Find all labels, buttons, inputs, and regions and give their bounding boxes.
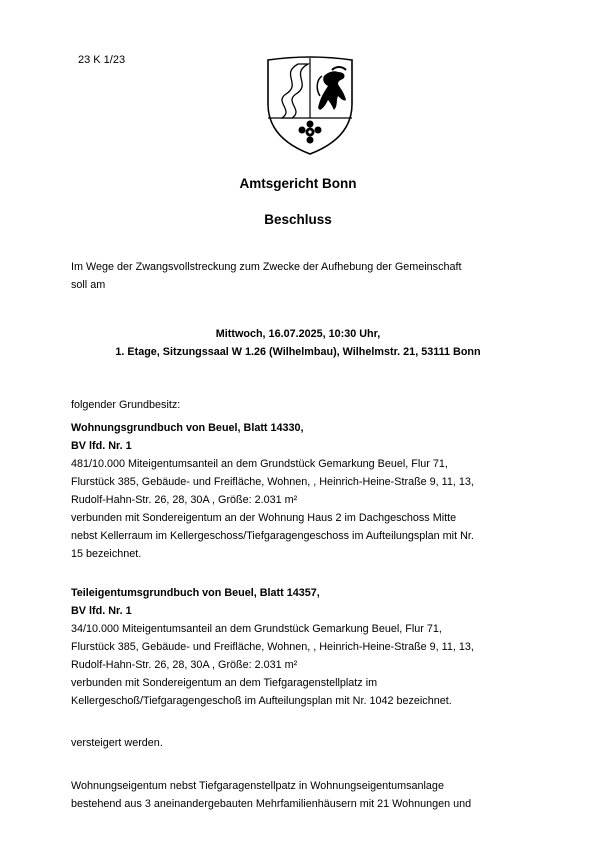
case-reference: 23 K 1/23: [78, 54, 126, 66]
property-intro: folgender Grundbesitz:: [71, 399, 181, 411]
property-bv: BV lfd. Nr. 1: [71, 605, 132, 617]
property-register: Wohnungsgrundbuch von Beuel, Blatt 14330,: [71, 422, 304, 434]
appointment-location: 1. Etage, Sitzungssaal W 1.26 (Wilhelmbau), Wilhelmstr. 21, 53111 Bonn: [115, 346, 481, 358]
property-line: Flurstück 385, Gebäude- und Freifläche, Wohnen, , Heinrich-Heine-Straße 9, 11, 13,: [71, 476, 474, 488]
property-line: verbunden mit Sondereigentum an dem Tiefgaragenstellplatz im: [71, 677, 378, 689]
intro-line: Im Wege der Zwangsvollstreckung zum Zwecke der Aufhebung der Gemeinschaft: [71, 261, 462, 273]
court-name: Amtsgericht Bonn: [239, 176, 357, 191]
property-register: Teileigentumsgrundbuch von Beuel, Blatt 14357,: [71, 587, 320, 599]
property-line: Flurstück 385, Gebäude- und Freifläche, Wohnen, , Heinrich-Heine-Straße 9, 11, 13,: [71, 641, 474, 653]
intro-paragraph: [71, 258, 531, 294]
property-line: Rudolf-Hahn-Str. 26, 28, 30A , Größe: 2.031 m²: [71, 494, 298, 506]
property-block: [71, 419, 541, 563]
appointment: [0, 325, 596, 361]
document-title: Beschluss: [264, 212, 332, 227]
auction-note: versteigert werden.: [71, 737, 163, 749]
description-line: Wohnungseigentum nebst Tiefgaragenstellpatz in Wohnungseigentumsanlage: [71, 780, 444, 792]
property-line: 15 bezeichnet.: [71, 548, 142, 560]
property-line: nebst Kellerraum im Kellergeschoss/Tiefgaragengeschoss im Aufteilungsplan mit Nr.: [71, 530, 474, 542]
description-line: bestehend aus 3 aneinandergebauten Mehrfamilienhäusern mit 21 Wohnungen und: [71, 798, 472, 810]
property-line: Kellergeschoß/Tiefgaragengeschoß im Aufteilungsplan mit Nr. 1042 bezeichnet.: [71, 695, 452, 707]
property-line: Rudolf-Hahn-Str. 26, 28, 30A , Größe: 2.031 m²: [71, 659, 298, 671]
property-line: 481/10.000 Miteigentumsanteil an dem Grundstück Gemarkung Beuel, Flur 71,: [71, 458, 448, 470]
description-paragraph: [71, 777, 541, 813]
coat-of-arms-icon: [258, 50, 362, 158]
property-block: [71, 584, 541, 710]
property-bv: BV lfd. Nr. 1: [71, 440, 132, 452]
intro-line: soll am: [71, 279, 106, 291]
appointment-date: Mittwoch, 16.07.2025, 10:30 Uhr,: [215, 328, 381, 340]
property-line: 34/10.000 Miteigentumsanteil an dem Grundstück Gemarkung Beuel, Flur 71,: [71, 623, 442, 635]
property-line: verbunden mit Sondereigentum an der Wohnung Haus 2 im Dachgeschoss Mitte: [71, 512, 457, 524]
